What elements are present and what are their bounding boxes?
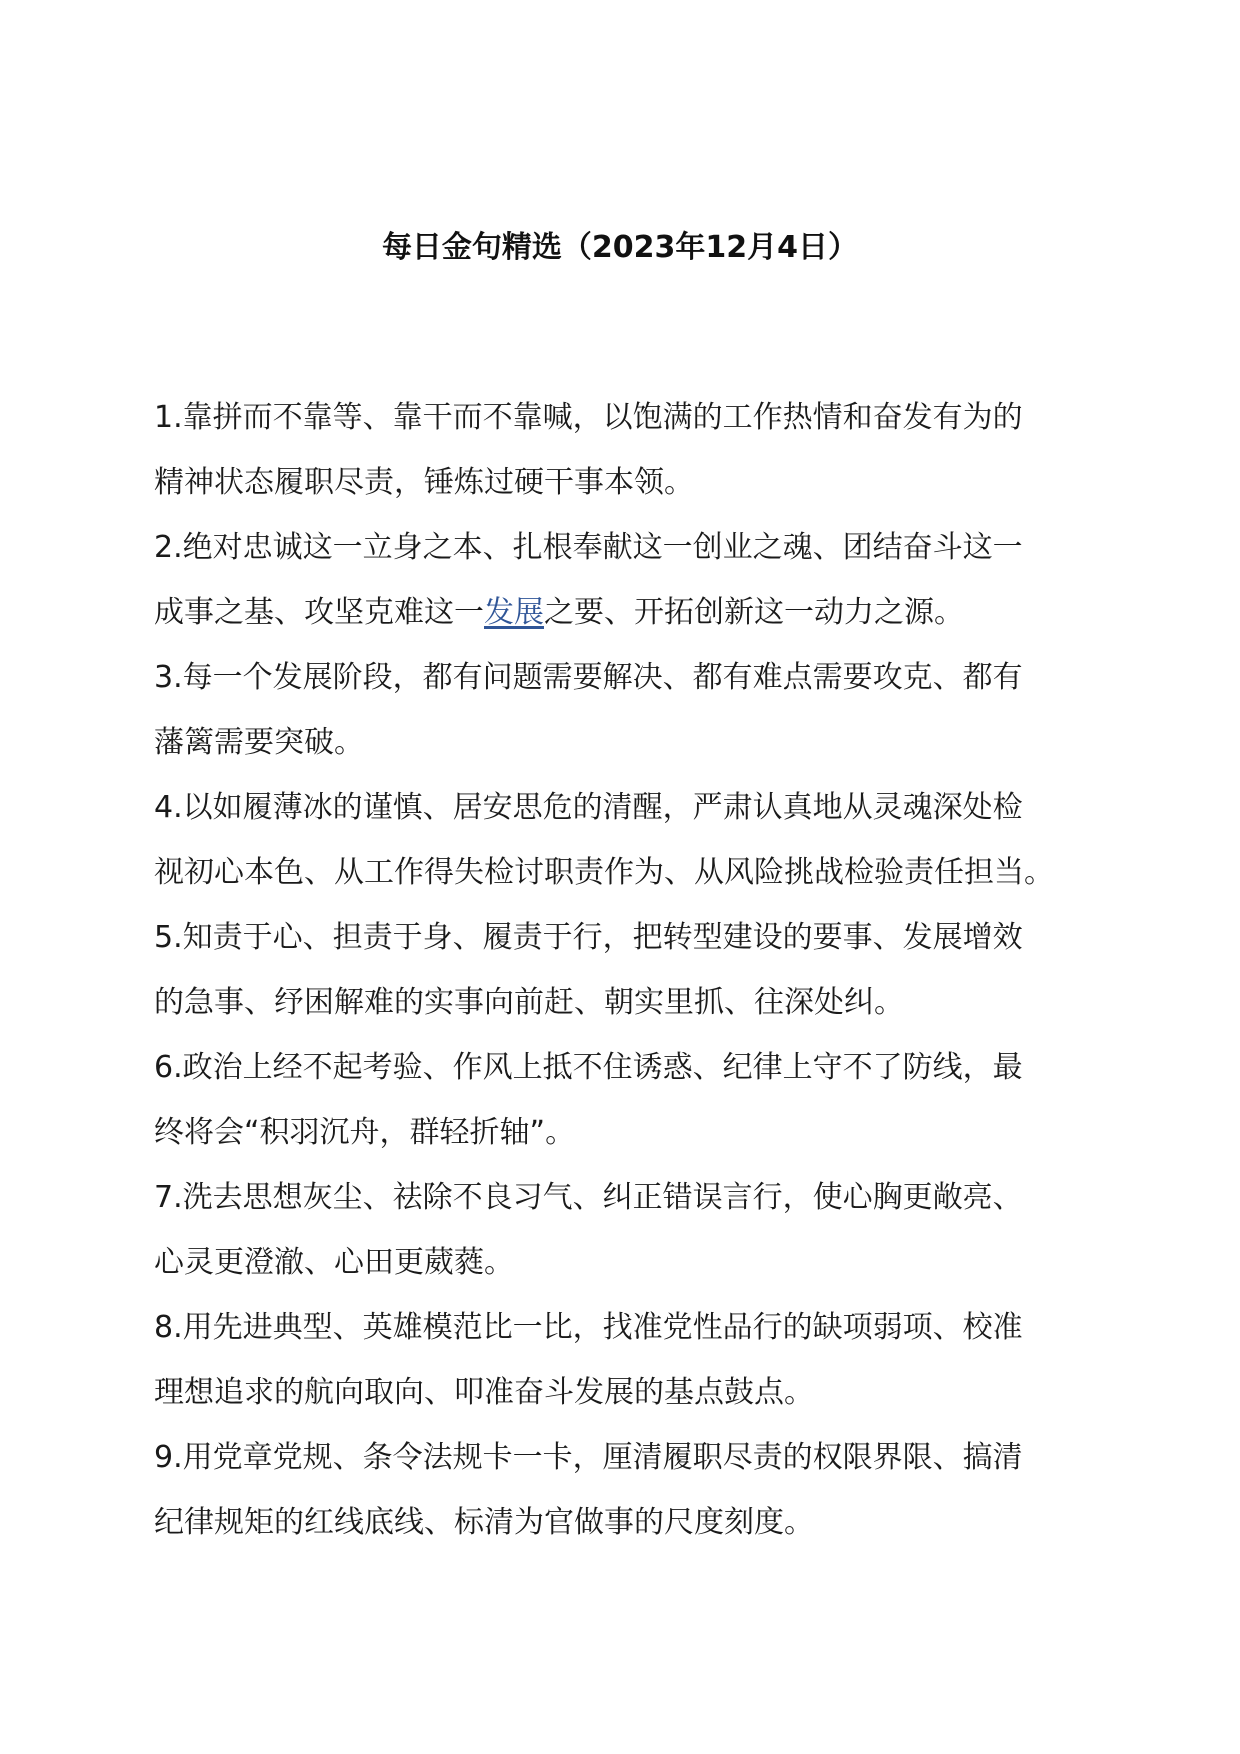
- quote-line: 3.每一个发展阶段，都有问题需要解决、都有难点需要攻克、都有: [154, 660, 1023, 695]
- quote-line: 4.以如履薄冰的谨慎、居安思危的清醒，严肃认真地从灵魂深处检: [154, 790, 1023, 825]
- quote-line: 6.政治上经不起考验、作风上抵不住诱惑、纪律上守不了防线，最: [154, 1050, 1023, 1085]
- quote-line: 9.用党章党规、条令法规卡一卡，厘清履职尽责的权限界限、搞清: [154, 1440, 1023, 1475]
- quote-line-with-link: [154, 580, 1094, 645]
- quote-line: 理想追求的航向取向、叩准奋斗发展的基点鼓点。: [154, 1375, 814, 1410]
- development-link[interactable]: 发展: [484, 595, 544, 630]
- quote-line: 心灵更澄澈、心田更葳蕤。: [154, 1245, 514, 1280]
- quote-line: 纪律规矩的红线底线、标清为官做事的尺度刻度。: [154, 1505, 814, 1540]
- quote-list: [154, 385, 1094, 1555]
- quote-item-5: [154, 905, 1094, 1035]
- quote-item-4: [154, 775, 1094, 905]
- page-title: 每日金句精选（2023年12月4日）: [381, 230, 859, 265]
- quote-line: 藩篱需要突破。: [154, 725, 364, 760]
- quote-item-9: [154, 1425, 1094, 1555]
- quote-line: 2.绝对忠诚这一立身之本、扎根奉献这一创业之魂、团结奋斗这一: [154, 530, 1023, 565]
- quote-line: 1.靠拼而不靠等、靠干而不靠喊，以饱满的工作热情和奋发有为的: [154, 400, 1023, 435]
- quote-item-2: [154, 515, 1094, 645]
- quote-line: 精神状态履职尽责，锤炼过硬干事本领。: [154, 465, 694, 500]
- quote-item-1: [154, 385, 1094, 515]
- quote-line: 7.洗去思想灰尘、祛除不良习气、纠正错误言行，使心胸更敞亮、: [154, 1180, 1023, 1215]
- quote-item-6: [154, 1035, 1094, 1165]
- quote-item-8: [154, 1295, 1094, 1425]
- quote-item-3: [154, 645, 1094, 775]
- quote-text-segment: 之要、开拓创新这一动力之源。: [544, 595, 964, 630]
- quote-line: 8.用先进典型、英雄模范比一比，找准党性品行的缺项弱项、校准: [154, 1310, 1023, 1345]
- quote-item-7: [154, 1165, 1094, 1295]
- quote-line: 视初心本色、从工作得失检讨职责作为、从风险挑战检验责任担当。: [154, 855, 1054, 890]
- quote-line: 终将会“积羽沉舟，群轻折轴”。: [154, 1115, 576, 1150]
- quote-text-segment: 成事之基、攻坚克难这一: [154, 595, 484, 630]
- quote-line: 5.知责于心、担责于身、履责于行，把转型建设的要事、发展增效: [154, 920, 1023, 955]
- quote-line: 的急事、纾困解难的实事向前赶、朝实里抓、往深处纠。: [154, 985, 904, 1020]
